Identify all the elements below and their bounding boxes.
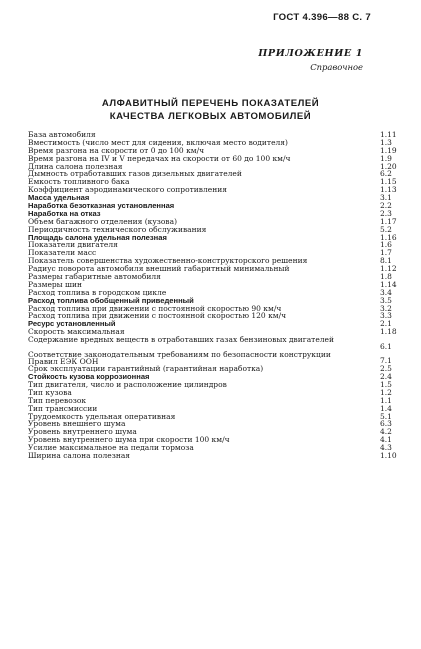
index-entry-reference: 4.3 (380, 443, 392, 453)
index-entry-reference: 1.10 (380, 450, 397, 460)
index-entry-name: Срок эксплуатации гарантийный (гарантийная наработка) (28, 364, 264, 374)
index-row (28, 351, 412, 366)
index-entry-reference: 4.2 (380, 427, 392, 437)
document-title-line1: АЛФАВИТНЫЙ ПЕРЕЧЕНЬ ПОКАЗАТЕЛЕЙ (101, 98, 320, 109)
index-entry-name: Расход топлива при движении с постоянной скоростью 90 км/ч (28, 303, 282, 313)
index-entry-reference: 1.7 (380, 248, 392, 258)
index-entry-name: Время разгона на скорости от 0 до 100 км/ч (28, 145, 205, 155)
index-entry-reference: 4.1 (380, 435, 392, 445)
index-entry-name: Дымность отработавших газов дизельных двигателей (28, 169, 242, 179)
index-entry-name: Стойкость кузова коррозионная (28, 372, 150, 382)
index-entry-name: Показатель совершенства художественно-конструкторского решения (28, 256, 308, 266)
index-entry-reference: 1.2 (380, 387, 392, 397)
index-entry-name: Масса удельная (28, 193, 90, 203)
index-list (28, 131, 412, 460)
index-entry-name: Уровень внутреннего шума при скорости 100 км/ч (28, 435, 230, 445)
index-entry-reference: 1.5 (380, 379, 392, 389)
index-entry-reference: 6.2 (380, 169, 392, 179)
page-header: ГОСТ 4.396—88 С. 7 (273, 12, 371, 23)
index-entry-name: Ширина салона полезная (28, 450, 131, 460)
index-entry-reference: 1.1 (380, 395, 392, 405)
index-entry-name: Скорость максимальная (28, 327, 125, 337)
index-entry-name: Соответствие законодательным требованиям по безопасности конструкции Правил ЕЭК ООН (28, 349, 331, 367)
index-entry-reference: 3.4 (380, 287, 392, 297)
index-entry-reference: 1.4 (380, 403, 392, 413)
index-entry-name: Радиус поворота автомобиля внешний габаритный минимальный (28, 264, 290, 274)
index-entry-reference: 2.1 (380, 319, 392, 329)
index-entry-reference: 8.1 (380, 256, 392, 266)
index-entry-reference: 1.13 (380, 185, 397, 195)
index-entry-name: Расход топлива в городском цикле (28, 287, 167, 297)
index-entry-reference: 5.2 (380, 224, 392, 234)
index-entry-name: Наработка на отказ (28, 208, 101, 218)
index-entry-name: Тип трансмиссии (28, 403, 98, 413)
index-entry-reference: 3.1 (380, 193, 392, 203)
index-row (28, 273, 412, 281)
index-entry-reference: 2.4 (380, 372, 392, 382)
index-entry-name: Тип двигателя, число и расположение цилиндров (28, 379, 227, 389)
index-entry-reference: 1.12 (380, 264, 397, 274)
index-entry-reference: 1.15 (380, 177, 397, 187)
appendix-label: ПРИЛОЖЕНИЕ 1 (258, 48, 363, 59)
index-entry-reference: 3.3 (380, 311, 392, 321)
index-entry-reference: 2.2 (380, 201, 392, 211)
index-entry-reference: 1.19 (380, 145, 397, 155)
index-entry-reference: 6.1 (380, 341, 392, 351)
index-entry-reference: 2.5 (380, 364, 392, 374)
index-entry-name: Тип перевозок (28, 395, 87, 405)
index-entry-name: Размеры шин (28, 279, 83, 289)
index-entry-name: Вместимость (число мест для сидения, включая место водителя) (28, 137, 288, 147)
index-entry-reference: 2.3 (380, 208, 392, 218)
index-entry-name: Уровень внутреннего шума (28, 427, 137, 437)
index-entry-name: Периодичность технического обслуживания (28, 224, 207, 234)
index-entry-name: База автомобиля (28, 130, 96, 139)
index-entry-reference: 1.6 (380, 240, 392, 250)
index-entry-name: Трудоемкость удельная оперативная (28, 411, 176, 421)
index-entry-name: Коэффициент аэродинамического сопротивления (28, 185, 227, 195)
index-entry-name: Размеры габаритные автомобиля (28, 272, 161, 282)
index-entry-name: Уровень внешнего шума (28, 419, 126, 429)
index-entry-reference: 1.11 (380, 130, 397, 139)
index-entry-reference: 1.3 (380, 137, 392, 147)
index-entry-name: Площадь салона удельная полезная (28, 232, 167, 242)
index-entry-name: Ресурс установленный (28, 319, 116, 329)
index-entry-name: Содержание вредных веществ в отработавших газах бензиновых двигателей (28, 335, 334, 345)
index-entry-name: Емкость топливного бака (28, 177, 130, 187)
index-entry-name: Показатели двигателя (28, 240, 118, 250)
index-row (28, 381, 412, 389)
index-entry-reference: 5.1 (380, 411, 392, 421)
index-entry-name: Время разгона на IV и V передачах на скорости от 60 до 100 км/ч (28, 153, 291, 163)
document-title-line2: КАЧЕСТВА ЛЕГКОВЫХ АВТОМОБИЛЕЙ (109, 111, 312, 122)
index-entry-name: Расход топлива обобщенный приведенный (28, 295, 194, 305)
index-entry-reference: 1.18 (380, 327, 397, 337)
index-entry-reference: 7.1 (380, 356, 392, 366)
index-entry-reference: 1.16 (380, 232, 397, 242)
index-row (28, 336, 412, 351)
index-entry-reference: 1.8 (380, 272, 392, 282)
reference-label: Справочное (310, 62, 363, 72)
index-entry-name: Тип кузова (28, 387, 72, 397)
index-entry-name: Усилие максимальное на педали тормоза (28, 443, 194, 453)
index-entry-reference: 6.3 (380, 419, 392, 429)
index-entry-name: Наработка безотказная установленная (28, 201, 175, 211)
index-entry-reference: 1.20 (380, 161, 397, 171)
index-entry-name: Показатели масс (28, 248, 97, 258)
index-entry-name: Расход топлива при движении с постоянной скоростью 120 км/ч (28, 311, 287, 321)
index-entry-reference: 3.2 (380, 303, 392, 313)
index-entry-name: Объем багажного отделения (кузова) (28, 216, 178, 226)
index-row (28, 452, 412, 460)
index-entry-reference: 1.9 (380, 153, 392, 163)
index-entry-reference: 3.5 (380, 295, 392, 305)
index-entry-reference: 1.14 (380, 279, 397, 289)
index-entry-name: Длина салона полезная (28, 161, 123, 171)
index-entry-reference: 1.17 (380, 216, 397, 226)
